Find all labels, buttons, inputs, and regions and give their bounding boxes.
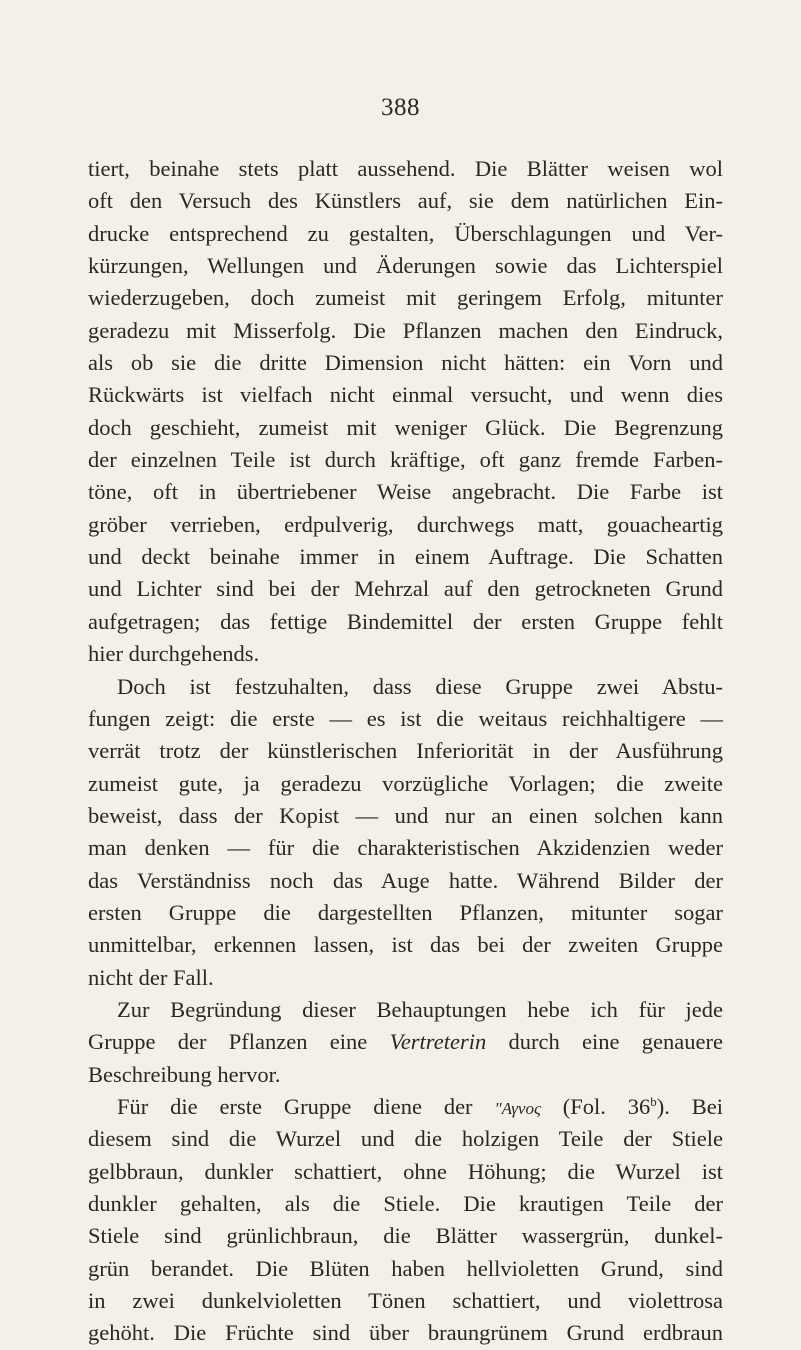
greek-plant-name: "Αγνος <box>494 1098 541 1118</box>
text-line: kürzungen, Wellungen und Äderungen sowie das Lichterspiel <box>88 253 723 279</box>
text-line: wiederzugeben, doch zumeist mit geringem Erfolg, mitunter <box>88 285 723 311</box>
text-line: verrät trotz der künstlerischen Inferiorität in der Ausführung <box>88 738 723 764</box>
page-number: 388 <box>381 94 420 121</box>
text-line: Gruppe der Pflanzen eine Vertreterin durch eine genauere <box>88 1029 723 1055</box>
text-line: gröber verrieben, erdpulverig, durchwegs matt, gouacheartig <box>88 511 723 537</box>
folio-superscript: b <box>650 1093 657 1109</box>
text-line: das Verständniss noch das Auge hatte. Während Bilder der <box>88 867 723 893</box>
text-line: man denken — für die charakteristischen Akzidenzien weder <box>88 835 723 861</box>
text-line: diesem sind die Wurzel und die holzigen Teile der Stiele <box>88 1126 723 1152</box>
text-line: unmittelbar, erkennen lassen, ist das bei der zweiten Gruppe <box>88 932 723 958</box>
text-line: Stiele sind grünlichbraun, die Blätter wassergrün, dunkel- <box>88 1223 723 1249</box>
text-line: dunkler gehalten, als die Stiele. Die krautigen Teile der <box>88 1191 723 1216</box>
text-line: drucke entsprechend zu gestalten, Überschlagungen und Ver- <box>88 220 723 246</box>
text-line: Beschreibung hervor. <box>88 1061 281 1087</box>
text-line: Doch ist festzuhalten, dass diese Gruppe zwei Abstu- <box>117 673 723 699</box>
text-line: beweist, dass der Kopist — und nur an einen solchen kann <box>88 802 723 828</box>
emphasized-word: Vertreterin <box>389 1029 487 1055</box>
paragraph-4-rest <box>88 1123 723 1349</box>
text-line: der einzelnen Teile ist durch kräftige, oft ganz fremde Farben- <box>88 447 723 473</box>
text-line: Für die erste Gruppe diene der "Αγνος (Fol. 36$^b$). Bei <box>117 1093 723 1119</box>
text-line: Rückwärts ist vielfach nicht einmal versucht, und wenn dies <box>88 382 723 408</box>
text-line: und Lichter sind bei der Mehrzal auf den getrockneten Grund <box>88 576 723 602</box>
text-line: tiert, beinahe stets platt aussehend. Die Blätter weisen wol <box>88 156 723 181</box>
text-line: grün berandet. Die Blüten haben hellvioletten Grund, sind <box>88 1255 723 1281</box>
text-line: töne, oft in übertriebener Weise angebracht. Die Farbe ist <box>88 479 723 505</box>
text-line: gelbbraun, dunkler schattiert, ohne Höhung; die Wurzel ist <box>88 1158 723 1184</box>
text-line: in zwei dunkelvioletten Tönen schattiert, und violettrosa <box>88 1288 723 1314</box>
text-line: Zur Begründung dieser Behauptungen hebe ich für jede <box>117 996 723 1022</box>
text-line: geradezu mit Misserfolg. Die Pflanzen machen den Eindruck, <box>88 317 723 343</box>
text-line: ersten Gruppe die dargestellten Pflanzen, mitunter sogar <box>88 899 723 925</box>
text-line: oft den Versuch des Künstlers auf, sie dem natürlichen Ein- <box>88 188 723 214</box>
text-line: als ob sie die dritte Dimension nicht hätten: ein Vorn und <box>88 350 723 376</box>
text-line: zumeist gute, ja geradezu vorzügliche Vorlagen; die zweite <box>88 770 723 796</box>
text-line: gehöht. Die Früchte sind über braungrünem Grund erdbraun <box>88 1320 723 1346</box>
text-line: nicht der Fall. <box>88 964 214 990</box>
paragraphs-1-2 <box>88 153 723 994</box>
text-line: aufgetragen; das fettige Bindemittel der ersten Gruppe fehlt <box>88 608 723 634</box>
text-line: hier durchgehends. <box>88 641 260 667</box>
body-text <box>88 153 723 1350</box>
text-line: fungen zeigt: die erste — es ist die weitaus reichhaltigere — <box>88 705 723 731</box>
text-line: und deckt beinahe immer in einem Auftrage. Die Schatten <box>88 544 723 570</box>
text-line: doch geschieht, zumeist mit weniger Glück. Die Begrenzung <box>88 414 723 440</box>
